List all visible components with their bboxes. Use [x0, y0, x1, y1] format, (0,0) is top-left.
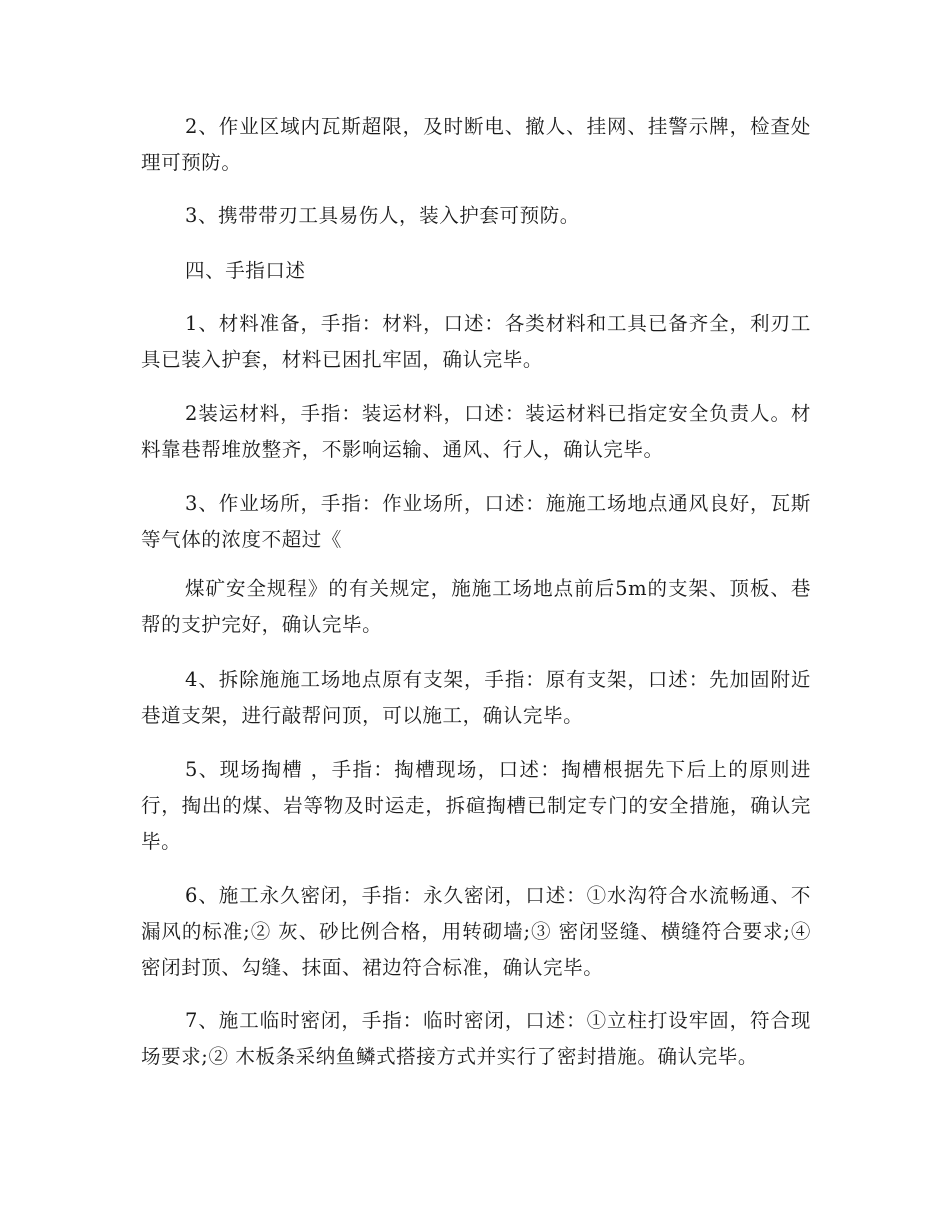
- paragraph-safety-rules: 煤矿安全规程》的有关规定，施施工场地点前后5m的支架、顶板、巷帮的支护完好，确认完毕。: [141, 577, 811, 636]
- paragraph-temporary-seal: 7、施工临时密闭，手指：临时密闭，口述：①立柱打设牢固，符合现场要求;② 木板条采纳鱼鳞式搭接方式并实行了密封措施。确认完毕。: [141, 1009, 811, 1068]
- paragraph-remove-supports: 4、拆除施施工场地点原有支架，手指：原有支架，口述：先加固附近巷道支架，进行敲帮问顶，可以施工，确认完毕。: [141, 668, 811, 727]
- paragraph-permanent-seal: 6、施工永久密闭，手指：永久密闭，口述：①水沟符合水流畅通、不漏风的标准;② 灰、砂比例合格，用转砌墙;③ 密闭竖缝、横缝符合要求;④ 密闭封顶、勾缝、抹面、裙边符合标准，确认完毕。: [141, 884, 811, 979]
- section-heading-finger-oral: 四、手指口述: [185, 259, 306, 282]
- paragraph-trenching: 5、现场掏槽 ，手指：掏槽现场，口述：掏槽根据先下后上的原则进行，掏出的煤、岩等物及时运走，拆碹掏槽已制定专门的安全措施，确认完毕。: [141, 758, 811, 853]
- paragraph-loading-material: 2装运材料，手指：装运材料，口述：装运材料已指定安全负责人。材料靠巷帮堆放整齐，不影响运输、通风、行人，确认完毕。: [141, 402, 811, 461]
- paragraph-bladed-tools: 3、携带带刃工具易伤人，装入护套可预防。: [185, 204, 580, 227]
- paragraph-work-site: 3、作业场所，手指：作业场所，口述：施施工场地点通风良好，瓦斯等气体的浓度不超过《: [141, 492, 811, 551]
- paragraph-material-prep: 1、材料准备，手指：材料，口述：各类材料和工具已备齐全，利刃工具已装入护套，材料已困扎牢固，确认完毕。: [141, 312, 811, 371]
- paragraph-gas-limit: 2、作业区域内瓦斯超限，及时断电、撤人、挂网、挂警示牌，检查处理可预防。: [141, 115, 811, 174]
